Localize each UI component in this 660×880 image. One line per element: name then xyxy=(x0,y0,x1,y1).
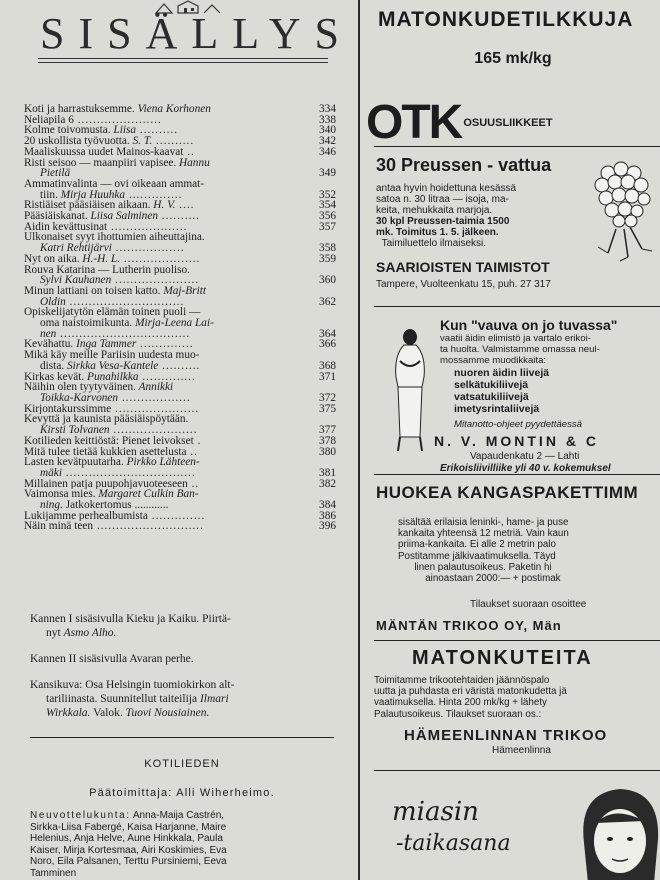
ad-order-info: Tilaukset suoraan osoittee xyxy=(470,599,587,610)
toc-entry-text xyxy=(24,136,310,147)
toc-entry-text xyxy=(24,179,310,190)
toc-entry xyxy=(24,318,336,329)
toc-entry xyxy=(24,489,336,500)
toc-title: Kotilieden keittiöstä: Pienet leivokset xyxy=(24,435,194,447)
ad-title: 30 Preussen - vattua xyxy=(376,155,552,175)
toc-leader-dots: .................................. xyxy=(56,328,191,340)
toc-author: Pirkko Lähteen- xyxy=(123,457,200,468)
toc-entry xyxy=(24,511,336,522)
ad-title: HUOKEA KANGASPAKETTIMM xyxy=(376,483,639,502)
toc-entry xyxy=(24,500,336,511)
otk-logo xyxy=(366,95,551,150)
ad-miasin xyxy=(374,770,660,880)
ad-matonkude-price: 165 mk/kg xyxy=(474,50,552,67)
ad-line: vaatimuksella. Hinta 200 mk/kg + lähety xyxy=(374,697,547,709)
advisory-board xyxy=(30,810,336,880)
toc-page-number: 342 xyxy=(319,135,336,148)
toc-page-number: 396 xyxy=(319,520,336,533)
toc-author: Viena Korhonen xyxy=(134,104,211,115)
ad-brand: MÄNTÄN TRIKOO OY, Män xyxy=(376,618,562,633)
toc-entry xyxy=(24,457,336,468)
ad-line: linen palautusoikeus. Paketin hi xyxy=(414,561,552,573)
toc-page-number: 338 xyxy=(319,113,336,126)
toc-entry-text xyxy=(24,104,310,115)
toc-page-number: 356 xyxy=(319,210,336,223)
toc-leader-dots: .................... xyxy=(107,221,188,233)
toc-title: Näihin olen tyytyväinen. xyxy=(24,382,137,393)
toc-page-number: 358 xyxy=(319,242,336,255)
toc-author: Katri Rehtijärvi xyxy=(40,243,112,254)
toc-entry xyxy=(24,339,336,350)
masthead-rule xyxy=(38,62,328,63)
note-text: Kansikuva: Osa Helsingin tuomiokirkon alt- xyxy=(30,679,235,691)
toc-entry xyxy=(24,275,336,286)
cover-notes xyxy=(30,612,336,732)
toc-page-number: 384 xyxy=(319,499,336,512)
toc-entry-text xyxy=(24,500,310,511)
ad-brand: N. V. MONTIN & C xyxy=(434,433,599,449)
toc-leader-dots: .......... xyxy=(158,360,201,372)
toc-entry xyxy=(24,104,336,115)
toc-page-number: 378 xyxy=(319,434,336,447)
masthead xyxy=(34,0,353,70)
toc-entry-text xyxy=(24,307,310,318)
toc-title: Mitä tulee tietää kukkien asettelusta xyxy=(24,446,187,458)
toc-author: Sirkka Vesa-Kantele xyxy=(64,360,159,372)
ad-list-item: imetysrintaliivejä xyxy=(454,403,540,415)
toc-title: Kevyttä ja kaunista pääsiäispöytään. xyxy=(24,414,189,426)
toc-title: Kirjontakurssimme xyxy=(24,403,112,415)
toc-title: Mikä käy meille Pariisin uudesta muo- xyxy=(24,350,200,361)
ad-list-item: nuoren äidin liivejä xyxy=(454,367,550,379)
note-author: Ilmari xyxy=(199,693,229,705)
toc-page-number: 366 xyxy=(319,338,336,351)
toc-entry-text xyxy=(24,168,310,179)
toc-leader-dots: .............. xyxy=(138,371,196,383)
otk-logo-subtext: OSUUSLIIKKEET xyxy=(463,117,553,129)
toc-entry-text xyxy=(24,115,310,126)
toc-page-number: 360 xyxy=(319,274,336,287)
toc-title: Minun lattiani on toisen katto. xyxy=(24,285,161,297)
toc-page-number: 380 xyxy=(319,445,336,458)
board-line: Anna-Maija Castrén, xyxy=(130,810,225,821)
ad-line: 30 kpl Preussen-taimia 1500 xyxy=(376,216,510,227)
toc-leader-dots: .................................. xyxy=(61,467,196,479)
ad-title: MATONKUTEITA xyxy=(412,647,593,669)
ad-script-subtitle: -taikasana xyxy=(396,831,511,856)
otk-logo-text: OTK xyxy=(366,96,462,149)
toc-leader-dots: . xyxy=(193,435,202,447)
toc-leader-dots: .......... xyxy=(152,136,195,147)
ad-kangaspaketti xyxy=(374,474,660,633)
toc-title: Opiskelijatytön elämän toinen puoli — xyxy=(24,307,201,319)
toc-entry xyxy=(24,158,336,169)
toc-entry xyxy=(24,211,336,222)
toc-author: S. T. xyxy=(129,136,153,147)
toc-entry xyxy=(24,414,336,425)
toc-title: Maaliskuussa uudet Mainos-kaavat xyxy=(24,146,184,158)
toc-page-number: 359 xyxy=(319,252,336,265)
toc-leader-dots: ...................... xyxy=(111,275,200,286)
ad-address: Vapaudenkatu 2 — Lahti xyxy=(470,451,580,462)
toc-page-number: 362 xyxy=(319,295,336,308)
ad-list-item: selkätukiliivejä xyxy=(454,379,529,391)
toc-entry xyxy=(24,179,336,190)
masthead-title: SISÄLLYS xyxy=(40,9,353,58)
toc-page-number: 372 xyxy=(319,391,336,404)
toc-entry-text xyxy=(24,190,310,201)
toc-title: 20 uskollista työvuotta. xyxy=(24,136,130,147)
ad-list-item: vatsatukiliivejä xyxy=(454,391,529,403)
ad-address: Hämeenlinna xyxy=(492,745,551,756)
ad-line: vaatii äidin elimistö ja vartalo erikoi- xyxy=(440,333,591,344)
toc-title: oma naistoimikunta. xyxy=(40,318,133,329)
toc-author: H.-H. L. xyxy=(79,253,121,265)
ad-body xyxy=(374,675,660,720)
board-line: Noro, Eila Palsanen, Terttu Pursiniemi, Eeva xyxy=(30,856,227,868)
ad-product-list xyxy=(454,367,549,415)
ad-line: antaa hyvin hoidettuna kesässä xyxy=(376,183,517,194)
ad-line: mossamme muodikkaita: xyxy=(440,354,547,366)
toc-entry xyxy=(24,265,336,276)
board-line: Tamminen xyxy=(30,867,77,879)
toc-entry xyxy=(24,479,336,490)
toc-entry-text xyxy=(24,350,310,361)
toc-page-number: 354 xyxy=(319,199,336,212)
toc-title: Vaimonsa mies. xyxy=(24,489,96,501)
toc-entry-text xyxy=(24,382,310,393)
toc-entry xyxy=(24,425,336,436)
toc-page-number: 386 xyxy=(319,509,336,522)
note-text: Valok. xyxy=(90,707,126,719)
raspberry-illustration-icon xyxy=(588,153,658,263)
toc-entry xyxy=(24,168,336,179)
toc-entry-text xyxy=(24,158,310,169)
ad-body xyxy=(376,183,576,249)
toc-author: Margaret Culkin Ban- xyxy=(95,489,199,501)
toc-entry-text xyxy=(24,511,310,522)
ad-line: kankaita yhteensä 12 metriä. Vain kaun xyxy=(398,528,569,540)
ad-address: Tampere, Vuolteenkatu 15, puh. 27 317 xyxy=(376,279,551,290)
toc-entry-text xyxy=(24,372,310,383)
toc-leader-dots: .............. xyxy=(136,339,194,351)
toc-entry-text xyxy=(24,286,310,297)
toc-title: Näin minä teen xyxy=(24,521,94,533)
toc-page-number: 364 xyxy=(319,327,336,340)
ad-line: priima-kankaita. Ei alle 2 metrin palo xyxy=(398,539,556,551)
toc-page-number: 375 xyxy=(319,402,336,415)
note-text: tariliinasta. Suunnitellut taiteilija xyxy=(46,693,200,705)
toc-page-number: 382 xyxy=(319,477,336,490)
toc-entry xyxy=(24,190,336,201)
toc-entry-text xyxy=(24,521,310,532)
ad-line: ainoastaan 2000:— + postimak xyxy=(425,573,561,585)
ad-body xyxy=(398,517,660,584)
toc-title: Kolme toivomusta. xyxy=(24,125,111,137)
toc-entry-text xyxy=(24,425,310,436)
toc-author: Liisa xyxy=(110,125,137,137)
ad-montin xyxy=(374,306,660,474)
ad-address: Erikoisliivilliike yli 40 v. kokemuksel xyxy=(440,463,611,474)
toc-leader-dots: ...................... xyxy=(109,425,198,436)
toc-author: ning. xyxy=(40,500,63,511)
toc-page-number: 334 xyxy=(319,103,336,115)
toc-author: Hannu xyxy=(176,157,210,169)
toc-entry xyxy=(24,393,336,404)
toc-entry xyxy=(24,382,336,393)
note-text: nyt xyxy=(46,627,64,639)
toc-page-number: 368 xyxy=(319,359,336,372)
toc-entry xyxy=(24,222,336,233)
toc-entry-text xyxy=(24,468,310,479)
masthead-rule xyxy=(38,58,328,59)
toc-entry-text xyxy=(24,147,310,158)
toc-entry-text xyxy=(24,489,310,500)
toc-entry-text xyxy=(24,254,310,265)
toc-entry-text xyxy=(24,339,310,350)
cover-note-1 xyxy=(30,612,336,640)
toc-entry xyxy=(24,329,336,340)
toc-entry-text xyxy=(24,265,310,276)
ad-line: Postitamme jälkivaatimuksella. Täyd xyxy=(398,550,556,562)
toc-entry xyxy=(24,147,336,158)
toc-title: Neliapila 6 xyxy=(24,114,74,126)
toc-page-number: 357 xyxy=(319,220,336,233)
woman-portrait-icon xyxy=(574,783,660,880)
toc-author: Liisa Salminen xyxy=(87,211,158,222)
toc-author: mäki xyxy=(40,467,62,479)
toc-author: Sylvi Kauhanen xyxy=(40,275,112,286)
note-author: Asmo Alho. xyxy=(63,627,117,639)
toc-entry-text xyxy=(24,211,310,222)
toc-title: Risti seisoo — maanpiiri vapisee. xyxy=(24,157,177,169)
toc-entry-text xyxy=(24,361,310,372)
ads-column xyxy=(366,0,660,880)
board-label: Neuvottelukunta: xyxy=(30,810,131,821)
toc-entry-text xyxy=(24,318,310,329)
toc-leader-dots: .......... xyxy=(136,125,179,137)
toc-entry xyxy=(24,436,336,447)
toc-title: Lukijamme perhealbumista xyxy=(24,510,148,522)
ad-line: uutta ja puhdasta eri väristä matonkudetta jä xyxy=(374,686,567,698)
board-line: Kaiser, Mirja Kortesmaa, Airi Koskimies, Eva xyxy=(30,844,227,856)
toc-entry xyxy=(24,447,336,458)
toc-leader-dots: .................. xyxy=(118,392,191,404)
table-of-contents xyxy=(24,104,336,532)
toc-entry-text xyxy=(24,447,310,458)
ad-line: keita, mehukkaita marjoja. xyxy=(376,205,493,216)
toc-author: Oldin xyxy=(40,296,66,308)
ad-line: Taimiluettelo ilmaiseksi. xyxy=(381,238,487,249)
toc-entry xyxy=(24,307,336,318)
magazine-name: KOTILIEDEN xyxy=(144,758,220,770)
toc-entry xyxy=(24,243,336,254)
toc-entry-text xyxy=(24,125,310,136)
toc-entry xyxy=(24,115,336,126)
ad-line: ta huolta. Valmistamme omassa neul- xyxy=(440,343,600,355)
note-author: Tuovi Nousiainen. xyxy=(125,707,210,719)
ad-line: Toimitamme trikootehtaiden jäännöspalo xyxy=(374,675,550,686)
toc-leader-dots: ............................ xyxy=(93,521,204,533)
toc-author: Maj-Britt xyxy=(160,285,206,297)
toc-entry-text xyxy=(24,404,310,415)
toc-author: Toikka-Karvonen xyxy=(40,392,119,404)
toc-leader-dots: .............. xyxy=(125,189,183,201)
toc-author: Mirja-Leena Lai- xyxy=(132,318,214,329)
toc-entry xyxy=(24,297,336,308)
toc-author: Pietilä xyxy=(40,168,71,179)
toc-title: Kirkas kevät. xyxy=(24,371,85,383)
toc-author: Kirsti Tolvanen xyxy=(40,425,110,436)
toc-entry-text xyxy=(24,436,310,447)
toc-page-number: 352 xyxy=(319,188,336,201)
toc-leader-dots: ...................... xyxy=(111,403,200,415)
toc-entry-text xyxy=(24,297,310,308)
cover-note-3 xyxy=(30,678,336,720)
toc-leader-dots: .............................. xyxy=(65,296,185,308)
toc-title: Koti ja harrastuksemme. xyxy=(24,104,135,115)
board-line: Sirkka-Liisa Fabergé, Kaisa Harjanne, Maire xyxy=(30,821,227,833)
toc-leader-dots: .. xyxy=(186,446,198,458)
toc-leader-dots: ...................... xyxy=(73,114,162,126)
toc-page-number: 371 xyxy=(319,370,336,383)
toc-leader-dots: .... xyxy=(175,200,195,212)
editor-in-chief: Päätoimittaja: Alli Wiherheimo. xyxy=(89,787,275,799)
toc-entry-text xyxy=(24,393,310,404)
toc-author: Mirja Huuhka xyxy=(57,189,126,201)
toc-entry xyxy=(24,136,336,147)
ad-line: mk. Toimitus 1. 5. jälkeen. xyxy=(376,227,499,238)
ad-matonkude-title: MATONKUDETILKKUJA xyxy=(378,8,634,31)
toc-entry xyxy=(24,232,336,243)
section-divider xyxy=(30,737,334,738)
toc-title: tiin. xyxy=(40,189,58,201)
toc-entry xyxy=(24,200,336,211)
toc-author: H. V. xyxy=(150,200,176,212)
toc-entry-text xyxy=(24,479,310,490)
board-line: Helenius, Anja Helve, Aune Hinkkala, Paula xyxy=(30,833,223,845)
toc-entry-text xyxy=(24,222,310,233)
mannequin-illustration-icon xyxy=(388,327,432,457)
toc-author: Annikki xyxy=(136,382,174,393)
toc-page-number: 349 xyxy=(319,167,336,180)
toc-title: Kevähattu. xyxy=(24,339,74,351)
toc-entry xyxy=(24,254,336,265)
toc-entry xyxy=(24,125,336,136)
toc-page-number: 346 xyxy=(319,145,336,158)
toc-title: dista. xyxy=(40,360,65,372)
ad-title: Kun "vauva on jo tuvassa" xyxy=(440,317,618,333)
toc-title: Millainen patja puupohjavuoteeseen xyxy=(24,478,188,490)
toc-title: Jatkokertomus ............ xyxy=(62,500,169,511)
toc-leader-dots: .. xyxy=(187,478,200,490)
ad-line: sisältää erilaisia leninki-, hame- ja puse xyxy=(398,517,569,528)
toc-entry xyxy=(24,372,336,383)
toc-leader-dots: .......... xyxy=(157,211,201,222)
toc-title: Ristiäiset pääsiäisen aikaan. xyxy=(24,200,151,212)
ad-brand: SAARIOISTEN TAIMISTOT xyxy=(376,259,550,275)
toc-title: Lasten kevätpuutarha. xyxy=(24,457,124,468)
toc-entry xyxy=(24,361,336,372)
toc-author: nen xyxy=(40,328,57,340)
ad-line: Palautusoikeus. Tilaukset suoraan os.: xyxy=(374,708,542,720)
toc-entry-text xyxy=(24,232,310,243)
toc-entry-text xyxy=(24,275,310,286)
note-text: Kannen II sisäsivulla Avaran perhe. xyxy=(30,653,194,665)
toc-entry-text xyxy=(24,200,310,211)
toc-page-number: 340 xyxy=(319,124,336,137)
toc-title: Pääsiäiskanat. xyxy=(24,211,88,222)
note-text: Kannen I sisäsivulla Kieku ja Kaiku. Piirtä- xyxy=(30,613,231,625)
ad-note: Mitanotto-ohjeet pyydettäessä xyxy=(454,419,582,430)
toc-title: Ammatinvalinta — ovi oikeaan ammat- xyxy=(24,178,205,190)
column-divider xyxy=(358,0,360,880)
toc-title: Rouva Katarina — Lutherin puoliso. xyxy=(24,264,190,276)
toc-entry xyxy=(24,468,336,479)
toc-page-number: 381 xyxy=(319,466,336,479)
toc-entry xyxy=(24,404,336,415)
ad-body xyxy=(440,334,660,366)
ad-script-title: miasin xyxy=(392,797,479,827)
toc-entry-text xyxy=(24,457,310,468)
toc-page-number: 377 xyxy=(319,424,336,437)
toc-author: Inga Tammer xyxy=(73,339,137,351)
toc-entry xyxy=(24,350,336,361)
toc-title: Ulkonaiset syyt ihottumien aiheuttajina. xyxy=(24,232,205,244)
toc-title: Nyt on aika. xyxy=(24,253,80,265)
note-author: Wirkkala. xyxy=(46,707,91,719)
toc-leader-dots: .............. xyxy=(147,510,206,522)
toc-entry-text xyxy=(24,243,310,254)
toc-leader-dots: .................. xyxy=(111,243,185,254)
ad-line: satoa n. 30 litraa — isoja, ma- xyxy=(376,194,509,205)
toc-leader-dots: .. xyxy=(183,146,195,158)
toc-entry xyxy=(24,521,336,532)
toc-entry xyxy=(24,286,336,297)
toc-entry-text xyxy=(24,329,310,340)
ad-preussen xyxy=(374,146,660,290)
toc-leader-dots: .................... xyxy=(120,253,201,265)
toc-entry-text xyxy=(24,414,310,425)
cover-note-2 xyxy=(30,652,336,666)
toc-author: Punahilkka xyxy=(84,371,139,383)
ad-matonkuteita xyxy=(374,640,660,756)
ad-brand: HÄMEENLINNAN TRIKOO xyxy=(404,727,608,744)
toc-title: Äidin kevättusinat xyxy=(24,221,108,233)
